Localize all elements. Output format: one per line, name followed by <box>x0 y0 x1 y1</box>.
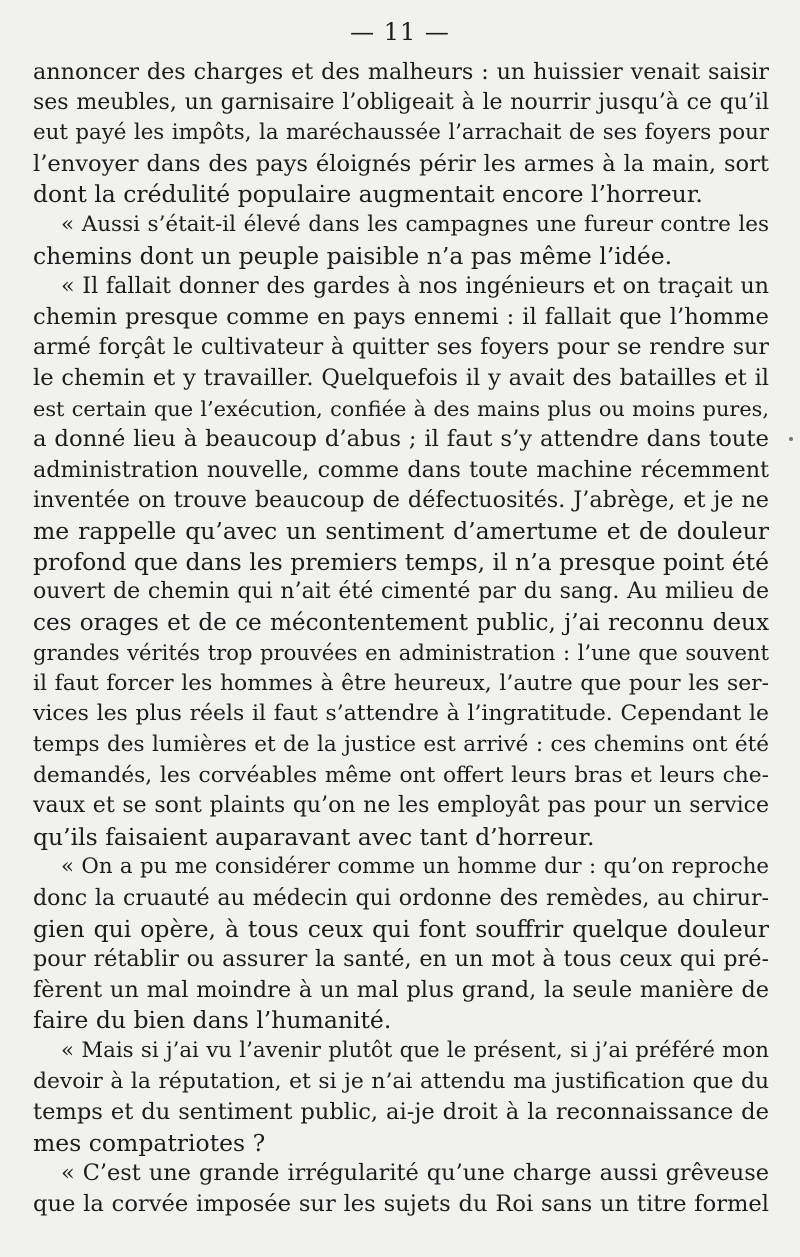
text-line: ses meubles, un garnisaire l’obligeait à le nourrir jusqu’à ce qu’il <box>33 89 769 115</box>
text-line: profond que dans les premiers temps, il n’a presque point été <box>33 547 769 576</box>
text-line: faire du bien dans l’humanité. <box>33 1006 392 1035</box>
text-line: demandés, les corvéables même ont offert leurs bras et leurs che- <box>33 762 769 788</box>
text-line: armé forçât le cultivateur à quitter ses foyers pour se rendre sur <box>33 334 769 361</box>
text-line: pour rétablir ou assurer la santé, en un mot à tous ceux qui pré- <box>33 946 769 973</box>
text-line: administration nouvelle, comme dans toute machine récemment <box>33 456 769 483</box>
text-line: l’envoyer dans des pays éloignés périr les armes à la main, sort <box>33 150 769 177</box>
margin-ink-dot <box>789 437 793 441</box>
text-line: grandes vérités trop prouvées en administration : l’une que souvent <box>33 640 769 666</box>
text-line: est certain que l’exécution, confiée à des mains plus ou moins pures, <box>33 396 769 421</box>
text-line: vaux et se sont plaints qu’on ne les employât pas pour un service <box>33 793 769 819</box>
text-line: devoir à la réputation, et si je n’ai attendu ma justification que du <box>33 1068 769 1094</box>
text-line: chemin presque comme en pays ennemi : il fallait que l’homme <box>33 303 769 330</box>
text-line: il faut forcer les hommes à être heureux, l’autre que pour les ser- <box>33 670 769 696</box>
text-line: annoncer des charges et des malheurs : un huissier venait saisir <box>33 59 769 85</box>
text-line: « C’est une grande irrégularité qu’une charge aussi grêveuse <box>61 1160 769 1187</box>
text-line: qu’ils faisaient auparavant avec tant d’horreur. <box>33 822 595 851</box>
text-line: ces orages et de ce mécontentement public, j’ai reconnu deux <box>33 609 769 636</box>
text-line: que la corvée imposée sur les sujets du Roi sans un titre formel <box>33 1190 769 1217</box>
text-line: gien qui opère, à tous ceux qui font souffrir quelque douleur <box>33 914 769 943</box>
text-line: le chemin et y travailler. Quelquefois il y avait des batailles et il <box>33 364 769 391</box>
text-line: inventée on trouve beaucoup de défectuosités. J’abrège, et je ne <box>33 487 769 514</box>
page-number: — 11 — <box>350 18 450 46</box>
text-line: « On a pu me considérer comme un homme dur : qu’on reproche <box>61 854 769 880</box>
text-line: temps et du sentiment public, ai-je droit à la reconnaissance de <box>33 1099 769 1126</box>
body-text <box>33 57 769 1220</box>
text-line: « Mais si j’ai vu l’avenir plutôt que le présent, si j’ai préféré mon <box>61 1038 769 1063</box>
text-line: donc la cruauté au médecin qui ordonne des remèdes, au chirur- <box>33 885 769 912</box>
text-line: ouvert de chemin qui n’ait été cimenté par du sang. Au milieu de <box>33 579 769 605</box>
text-line: « Aussi s’était-il élevé dans les campagnes une fureur contre les <box>61 211 769 237</box>
text-line: vices les plus réels il faut s’attendre à l’ingratitude. Cependant le <box>33 701 769 727</box>
text-line: chemins dont un peuple paisible n’a pas même l’idée. <box>33 241 673 270</box>
text-line: me rappelle qu’avec un sentiment d’amertume et de douleur <box>33 516 769 545</box>
text-line: eut payé les impôts, la maréchaussée l’arrachait de ses foyers pour <box>33 120 769 146</box>
text-line: mes compatriotes ? <box>33 1128 266 1157</box>
text-line: « Il fallait donner des gardes à nos ingénieurs et on traçait un <box>61 273 769 300</box>
text-line: dont la crédulité populaire augmentait encore l’horreur. <box>33 180 703 209</box>
text-line: temps des lumières et de la justice est arrivé : ces chemins ont été <box>33 732 769 758</box>
text-line: fèrent un mal moindre à un mal plus grand, la seule manière de <box>33 976 769 1003</box>
text-line: a donné lieu à beaucoup d’abus ; il faut s’y attendre dans toute <box>33 426 769 453</box>
